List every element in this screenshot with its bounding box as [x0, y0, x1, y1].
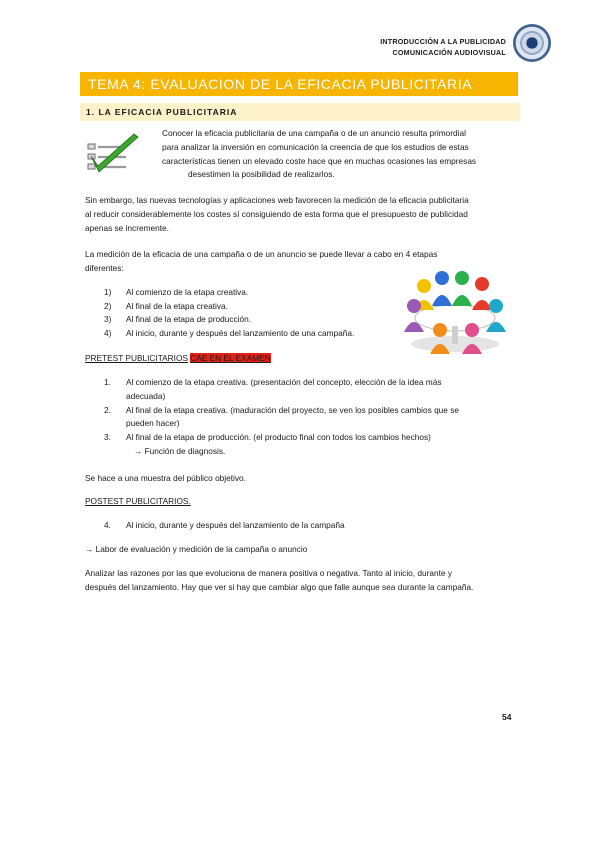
list-item: 1. Al comienzo de la etapa creativa. (presentación del concepto, elección de la idea más	[104, 377, 442, 387]
list-item-continuation: adecuada)	[126, 390, 166, 401]
intro-paragraph	[162, 127, 522, 182]
page-number: 54	[502, 712, 512, 722]
diagnosis-note: → Función de diagnosis.	[134, 445, 226, 456]
list-item-continuation: pueden hacer)	[126, 418, 180, 429]
text-line: Conocer la eficacia publicitaria de una campaña o de un anuncio resulta primordial	[162, 128, 466, 138]
section-heading: 1. LA EFICACIA PUBLICITARIA	[80, 103, 520, 121]
text-line: Sin embargo, las nuevas tecnologías y aplicaciones web favorecen la medición de la eficacia publicitaria	[85, 195, 469, 205]
list-item: 1) Al comienzo de la etapa creativa.	[104, 287, 249, 297]
list-item: 2. Al final de la etapa creativa. (maduración del proyecto, se ven los posibles cambios que se	[104, 404, 459, 415]
pretest-list	[104, 376, 524, 459]
text-line: diferentes:	[85, 262, 124, 273]
exam-badge: CAE EN EL EXAMEN	[190, 353, 271, 363]
closing-paragraph	[85, 567, 525, 595]
paragraph-new-technologies	[85, 194, 525, 235]
pretest-heading: PRETEST PUBLICITARIOS	[85, 353, 188, 363]
pretest-heading-row	[85, 352, 271, 366]
posttest-item: 4. Al inicio, durante y después del lanzamiento de la campaña	[104, 520, 345, 530]
stages-list	[104, 286, 404, 340]
text-line: al reducir considerablemente los costes sí consiguiendo de esta forma que el presupuesto de publicidad	[85, 208, 468, 219]
text-line: La medición de la eficacia de una campaña o de un anuncio se puede llevar a cabo en 4 etapas	[85, 249, 438, 259]
list-item: 3. Al final de la etapa de producción. (el producto final con todos los cambios hechos)	[104, 432, 431, 443]
text-line: apenas se incremente.	[85, 222, 169, 233]
header-course-title: INTRODUCCIÓN A LA PUBLICIDAD	[380, 37, 506, 46]
list-item: 3) Al final de la etapa de producción.	[104, 314, 252, 325]
page-title: TEMA 4: EVALUACION DE LA EFICACIA PUBLICITARIA	[80, 72, 518, 96]
sample-note: Se hace a una muestra del público objetivo.	[85, 473, 246, 483]
university-seal-icon	[513, 24, 551, 62]
text-line: para analizar la inversión en comunicación la creencia de que los estudios de estas	[162, 141, 469, 152]
evaluation-note: → Labor de evaluación y medición de la campaña o anuncio	[85, 544, 308, 554]
header-degree: COMUNICACIÓN AUDIOVISUAL	[392, 48, 506, 57]
text-line: desestimen la posibilidad de realizarlos.	[188, 169, 335, 180]
text-line: características tienen un elevado coste hace que en muchas ocasiones las empresas	[162, 155, 477, 166]
list-item: 4) Al inicio, durante y después del lanzamiento de una campaña.	[104, 327, 355, 338]
text-line: después del lanzamiento. Hay que ver si hay que cambiar algo que falle aunque sea durante la campaña.	[85, 581, 474, 592]
text-line: Analizar las razones por las que evoluciona de manera positiva o negativa. Tanto al inicio, durante y	[85, 568, 452, 578]
checklist-icon	[86, 132, 150, 176]
team-meeting-icon	[400, 260, 510, 356]
list-item: 2) Al final de la etapa creativa.	[104, 300, 228, 311]
posttest-heading: POSTEST PUBLICITARIOS.	[85, 496, 191, 506]
